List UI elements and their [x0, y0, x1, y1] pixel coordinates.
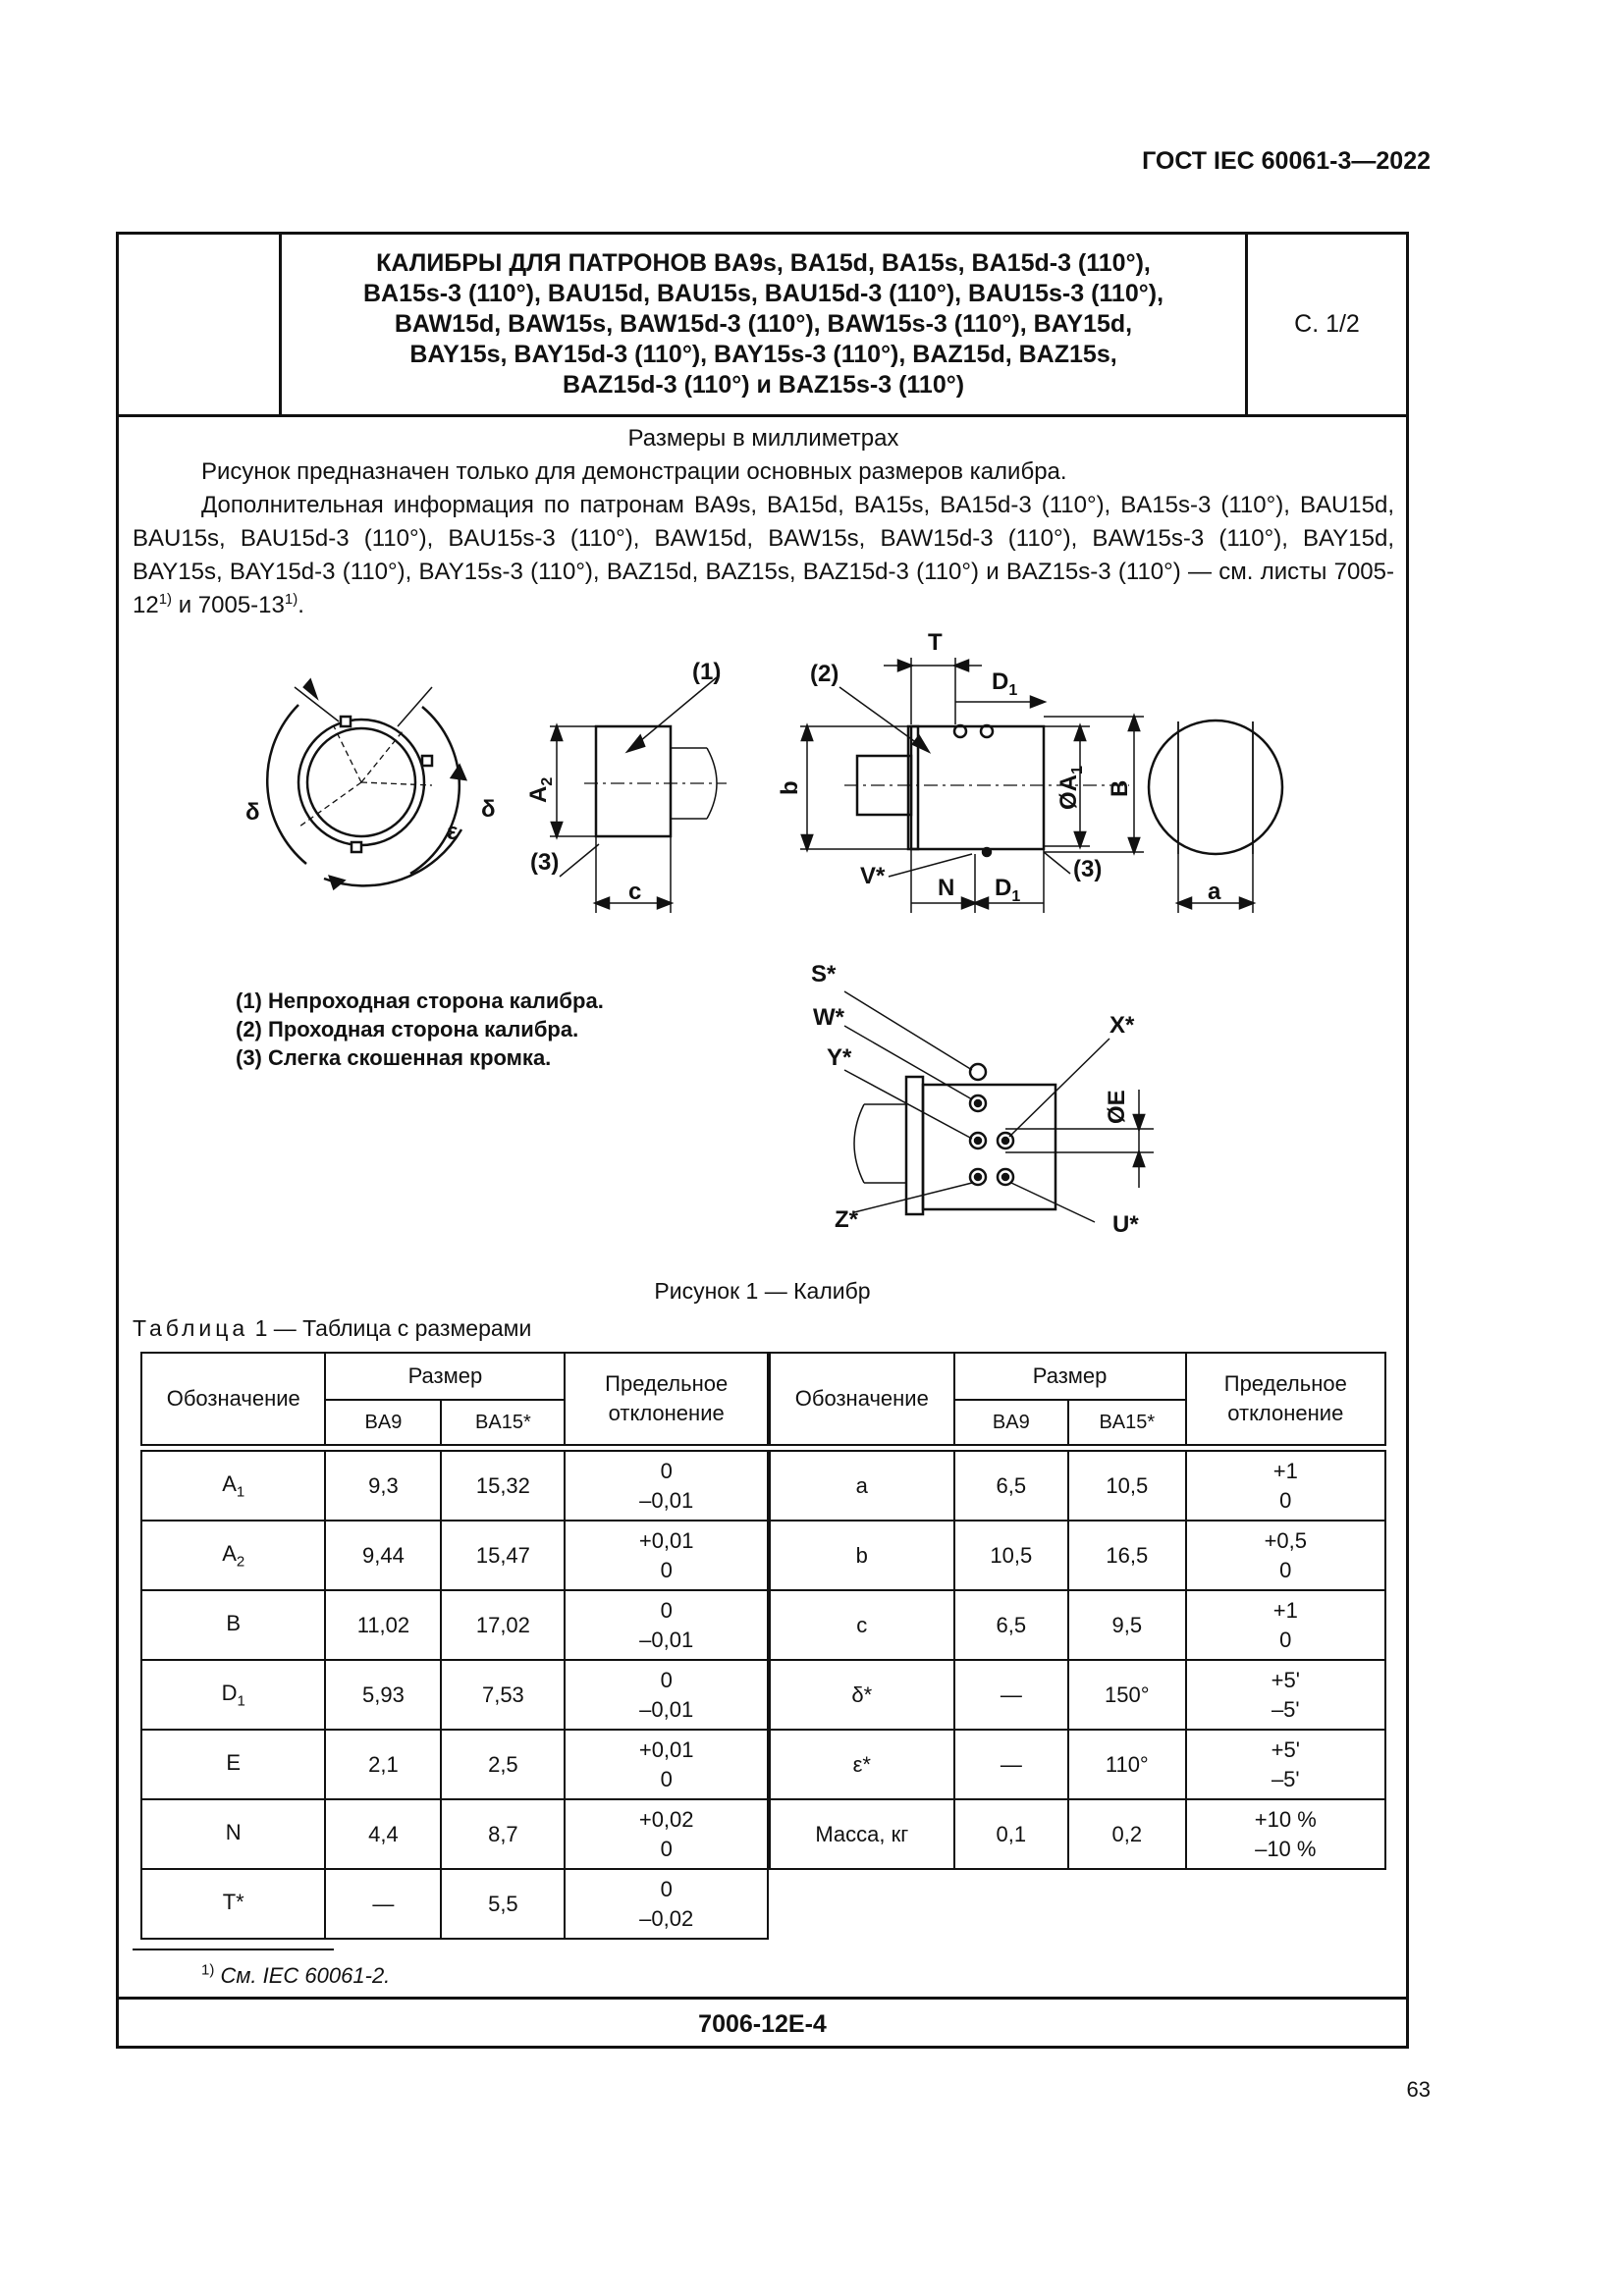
col-tolerance: Предельное отклонение	[1186, 1353, 1385, 1445]
cell-ba15: 9,5	[1068, 1590, 1186, 1660]
cell-tolerance	[565, 1451, 768, 1521]
tolerance-lower: –10 %	[1255, 1836, 1317, 1861]
cell-ba15: 8,7	[441, 1799, 565, 1869]
footnote-ref: 1)	[284, 591, 298, 608]
figure-legend	[236, 987, 604, 1072]
dim-T: T	[928, 629, 943, 656]
legend-item: (3) Слегка скошенная кромка.	[236, 1045, 552, 1070]
dim-D1b-letter: D	[995, 875, 1012, 901]
dim-A2	[525, 777, 556, 803]
label-S: S*	[811, 961, 837, 988]
cell-tolerance	[1186, 1730, 1385, 1799]
tolerance-upper: 0	[660, 1458, 673, 1483]
tolerance-upper: +0,02	[638, 1806, 694, 1832]
designation-text: δ*	[851, 1682, 873, 1707]
designation-subscript: 2	[236, 1553, 245, 1571]
tolerance-lower: –0,01	[639, 1627, 694, 1652]
title-line: BAZ15d-3 (110°) и BAZ15s-3 (110°)	[562, 371, 965, 399]
designation-text: b	[855, 1542, 868, 1568]
cell-ba9: —	[954, 1730, 1068, 1799]
table-row	[770, 1730, 1385, 1799]
cell-ba9: 5,93	[325, 1660, 441, 1730]
col-ba9: BA9	[325, 1400, 441, 1445]
info-text: .	[298, 592, 304, 618]
cell-ba9: 6,5	[954, 1451, 1068, 1521]
col-ba15: BA15*	[1068, 1400, 1186, 1445]
dim-D1b-sub: 1	[1011, 888, 1021, 905]
cell-tolerance	[565, 1521, 768, 1590]
table-row	[141, 1730, 768, 1799]
tolerance-lower: 0	[660, 1766, 673, 1791]
standard-number: ГОСТ IEC 60061-3—2022	[1142, 147, 1431, 175]
cell-ba9: 9,44	[325, 1521, 441, 1590]
end-view-circle	[267, 680, 465, 888]
table-row	[770, 1521, 1385, 1590]
col-ba9: BA9	[954, 1400, 1068, 1445]
cell-designation	[770, 1451, 954, 1521]
tolerance-lower: 0	[1279, 1487, 1292, 1513]
table-row	[141, 1660, 768, 1730]
designation-text: E	[226, 1749, 242, 1775]
tolerance-upper: 0	[660, 1876, 673, 1901]
cell-tolerance	[1186, 1590, 1385, 1660]
cell-ba9: 10,5	[954, 1521, 1068, 1590]
dim-B: B	[1107, 779, 1133, 797]
tolerance-upper: +0,5	[1264, 1527, 1307, 1553]
tolerance-lower: 0	[660, 1836, 673, 1861]
tolerance-upper: +0,01	[638, 1527, 694, 1553]
dimensions-table-left	[140, 1352, 769, 1940]
col-size: Размер	[325, 1353, 565, 1400]
dim-D1-sub: 1	[1008, 682, 1018, 699]
page-number: 63	[1406, 2077, 1431, 2102]
label-chamfer-2: (3)	[1073, 856, 1103, 882]
cell-designation	[141, 1590, 325, 1660]
label-V: V*	[860, 863, 886, 889]
cell-designation	[770, 1660, 954, 1730]
tolerance-lower: –5'	[1271, 1766, 1300, 1791]
col-tolerance: Предельное отклонение	[565, 1353, 768, 1445]
legend-item: (1) Непроходная сторона калибра.	[236, 988, 604, 1013]
dim-A1-sub: 1	[1069, 766, 1086, 774]
dim-A1	[1055, 766, 1086, 810]
cell-tolerance	[1186, 1660, 1385, 1730]
angle-delta-right: δ	[481, 796, 496, 823]
cell-designation	[141, 1869, 325, 1939]
col-designation: Обозначение	[770, 1353, 954, 1445]
label-Y: Y*	[827, 1044, 852, 1071]
title-line: BAY15s, BAY15d-3 (110°), BAY15s-3 (110°), BAZ15d, BAZ15s,	[409, 341, 1117, 368]
label-chamfer: (3)	[530, 849, 560, 876]
figure-caption: Рисунок 1 — Калибр	[654, 1278, 871, 1304]
footnote	[201, 1963, 390, 1989]
cell-tolerance	[565, 1869, 768, 1939]
cell-ba15: 17,02	[441, 1590, 565, 1660]
cell-tolerance	[565, 1799, 768, 1869]
tolerance-upper: +10 %	[1254, 1806, 1317, 1832]
dim-N: N	[938, 875, 955, 901]
tolerance-upper: +1	[1272, 1458, 1298, 1483]
cell-designation	[770, 1590, 954, 1660]
designation-text: D	[221, 1680, 238, 1705]
footnote-mark: 1)	[201, 1961, 215, 1979]
dim-D1-letter: D	[992, 668, 1009, 695]
cell-designation	[141, 1799, 325, 1869]
cell-ba15: 150°	[1068, 1660, 1186, 1730]
table-caption-text: 1 — Таблица с размерами	[248, 1315, 532, 1341]
cell-ba15: 10,5	[1068, 1451, 1186, 1521]
cell-tolerance	[565, 1590, 768, 1660]
cell-ba15: 5,5	[441, 1869, 565, 1939]
cell-tolerance	[565, 1660, 768, 1730]
designation-text: A	[222, 1540, 237, 1566]
designation-text: ε*	[852, 1751, 871, 1777]
designation-text: Масса, кг	[815, 1821, 909, 1846]
title-line: BA15s-3 (110°), BAU15d, BAU15s, BAU15d-3 (110°), BAU15s-3 (110°),	[362, 280, 1164, 307]
designation-text: c	[856, 1612, 868, 1637]
legend-item: (2) Проходная сторона калибра.	[236, 1017, 579, 1041]
tolerance-lower: –0,01	[639, 1487, 694, 1513]
designation-subscript: 1	[236, 1483, 245, 1501]
label-X: X*	[1109, 1012, 1135, 1039]
dim-A2-sub: 2	[539, 776, 556, 786]
cell-ba9: —	[325, 1869, 441, 1939]
tolerance-lower: 0	[1279, 1627, 1292, 1652]
footnote-text: См. IEC 60061-2.	[214, 1963, 391, 1988]
footnote-separator	[133, 1949, 334, 1950]
cell-ba15: 15,32	[441, 1451, 565, 1521]
tolerance-lower: 0	[660, 1557, 673, 1582]
dim-a: a	[1208, 879, 1221, 905]
tolerance-upper: +5'	[1271, 1736, 1300, 1762]
cell-ba15: 2,5	[441, 1730, 565, 1799]
table-row	[770, 1660, 1385, 1730]
tolerance-lower: –0,02	[639, 1905, 694, 1931]
tolerance-lower: –5'	[1271, 1696, 1300, 1722]
cell-ba15: 7,53	[441, 1660, 565, 1730]
dimensions-table-right	[769, 1352, 1386, 1870]
table-row	[770, 1590, 1385, 1660]
title-line: BAW15d, BAW15s, BAW15d-3 (110°), BAW15s-3 (110°), BAY15d,	[394, 310, 1133, 338]
table-row	[141, 1521, 768, 1590]
tolerance-upper: +1	[1272, 1597, 1298, 1623]
designation-text: A	[222, 1470, 237, 1496]
info-text: и 7005-13	[172, 592, 285, 618]
tolerance-lower: –0,01	[639, 1696, 694, 1722]
table-row	[770, 1799, 1385, 1869]
col-size: Размер	[954, 1353, 1186, 1400]
designation-text: T*	[222, 1889, 244, 1914]
cell-ba9: 0,1	[954, 1799, 1068, 1869]
units-note: Размеры в миллиметрах	[627, 425, 899, 452]
cell-ba9: 4,4	[325, 1799, 441, 1869]
table-caption-prefix: Таблица	[133, 1315, 249, 1341]
tolerance-upper: 0	[660, 1597, 673, 1623]
title-line: КАЛИБРЫ ДЛЯ ПАТРОНОВ BA9s, BA15d, BA15s, BA15d-3 (110°),	[376, 249, 1151, 277]
table-row	[141, 1451, 768, 1521]
tolerance-upper: +0,01	[638, 1736, 694, 1762]
cell-designation	[770, 1521, 954, 1590]
dim-D1	[992, 668, 1017, 699]
cell-ba15: 15,47	[441, 1521, 565, 1590]
label-no-go: (1)	[692, 659, 722, 685]
designation-text: a	[855, 1472, 868, 1498]
footnote-ref: 1)	[158, 591, 173, 608]
designation-text: N	[225, 1819, 242, 1844]
col-designation: Обозначение	[141, 1353, 325, 1445]
label-Z: Z*	[835, 1206, 858, 1233]
dim-b: b	[777, 780, 803, 795]
label-U: U*	[1112, 1211, 1139, 1238]
tolerance-upper: +5'	[1271, 1667, 1300, 1692]
cell-ba15: 0,2	[1068, 1799, 1186, 1869]
sheet-code: 7006-12E-4	[119, 1997, 1406, 2049]
label-go: (2)	[810, 661, 839, 687]
label-W: W*	[813, 1004, 844, 1031]
no-go-side-view	[550, 677, 727, 913]
table-row	[141, 1590, 768, 1660]
table-caption	[133, 1315, 531, 1342]
dim-E: ØE	[1104, 1090, 1130, 1124]
table-row	[141, 1799, 768, 1869]
sheet-page-label: С. 1/2	[1294, 310, 1360, 338]
cell-ba9: —	[954, 1660, 1068, 1730]
dim-A1-letter: ØA	[1055, 774, 1082, 810]
cell-ba9: 6,5	[954, 1590, 1068, 1660]
cell-designation	[770, 1799, 954, 1869]
col-ba15: BA15*	[441, 1400, 565, 1445]
table-row	[770, 1451, 1385, 1521]
angle-delta-left: δ	[245, 799, 260, 826]
cell-ba9: 2,1	[325, 1730, 441, 1799]
cell-tolerance	[1186, 1521, 1385, 1590]
dim-A2-letter: A	[525, 785, 552, 803]
cell-designation	[141, 1730, 325, 1799]
cell-tolerance	[565, 1730, 768, 1799]
designation-subscript: 1	[237, 1692, 245, 1710]
table-row	[141, 1869, 768, 1939]
angle-epsilon: ε	[447, 819, 459, 845]
cell-designation	[141, 1660, 325, 1730]
cell-tolerance	[1186, 1451, 1385, 1521]
dim-c: c	[628, 879, 642, 905]
cell-ba9: 9,3	[325, 1451, 441, 1521]
cell-designation	[770, 1730, 954, 1799]
cell-ba15: 16,5	[1068, 1521, 1186, 1590]
cell-ba9: 11,02	[325, 1590, 441, 1660]
dim-D1-bottom	[995, 875, 1020, 905]
tolerance-lower: 0	[1279, 1557, 1292, 1582]
info-text: Дополнительная информация по патронам BA9s, BA15d, BA15s, BA15d-3 (110°), BA15s-3 (110°), BAU15d, BAU15s, BAU15d-3 (110°), BAU15s-3 (110°), BAW15d, BAW15s, BAW15d-3 (110°), BAW15s-3 (110°), BAY15d, BAY15s, BAY15d-3 (110°), BAY15s-3 (110°), BAZ15d, BAZ15s, BAZ15d-3 (110°) и BAZ15s-3 (110°) — см. листы 7005-12	[133, 492, 1394, 618]
purpose-note: Рисунок предназначен только для демонстрации основных размеров калибра.	[201, 458, 1067, 485]
tolerance-upper: 0	[660, 1667, 673, 1692]
cell-designation	[141, 1451, 325, 1521]
cell-designation	[141, 1521, 325, 1590]
cell-tolerance	[1186, 1799, 1385, 1869]
cell-ba15: 110°	[1068, 1730, 1186, 1799]
designation-text: B	[226, 1610, 242, 1635]
